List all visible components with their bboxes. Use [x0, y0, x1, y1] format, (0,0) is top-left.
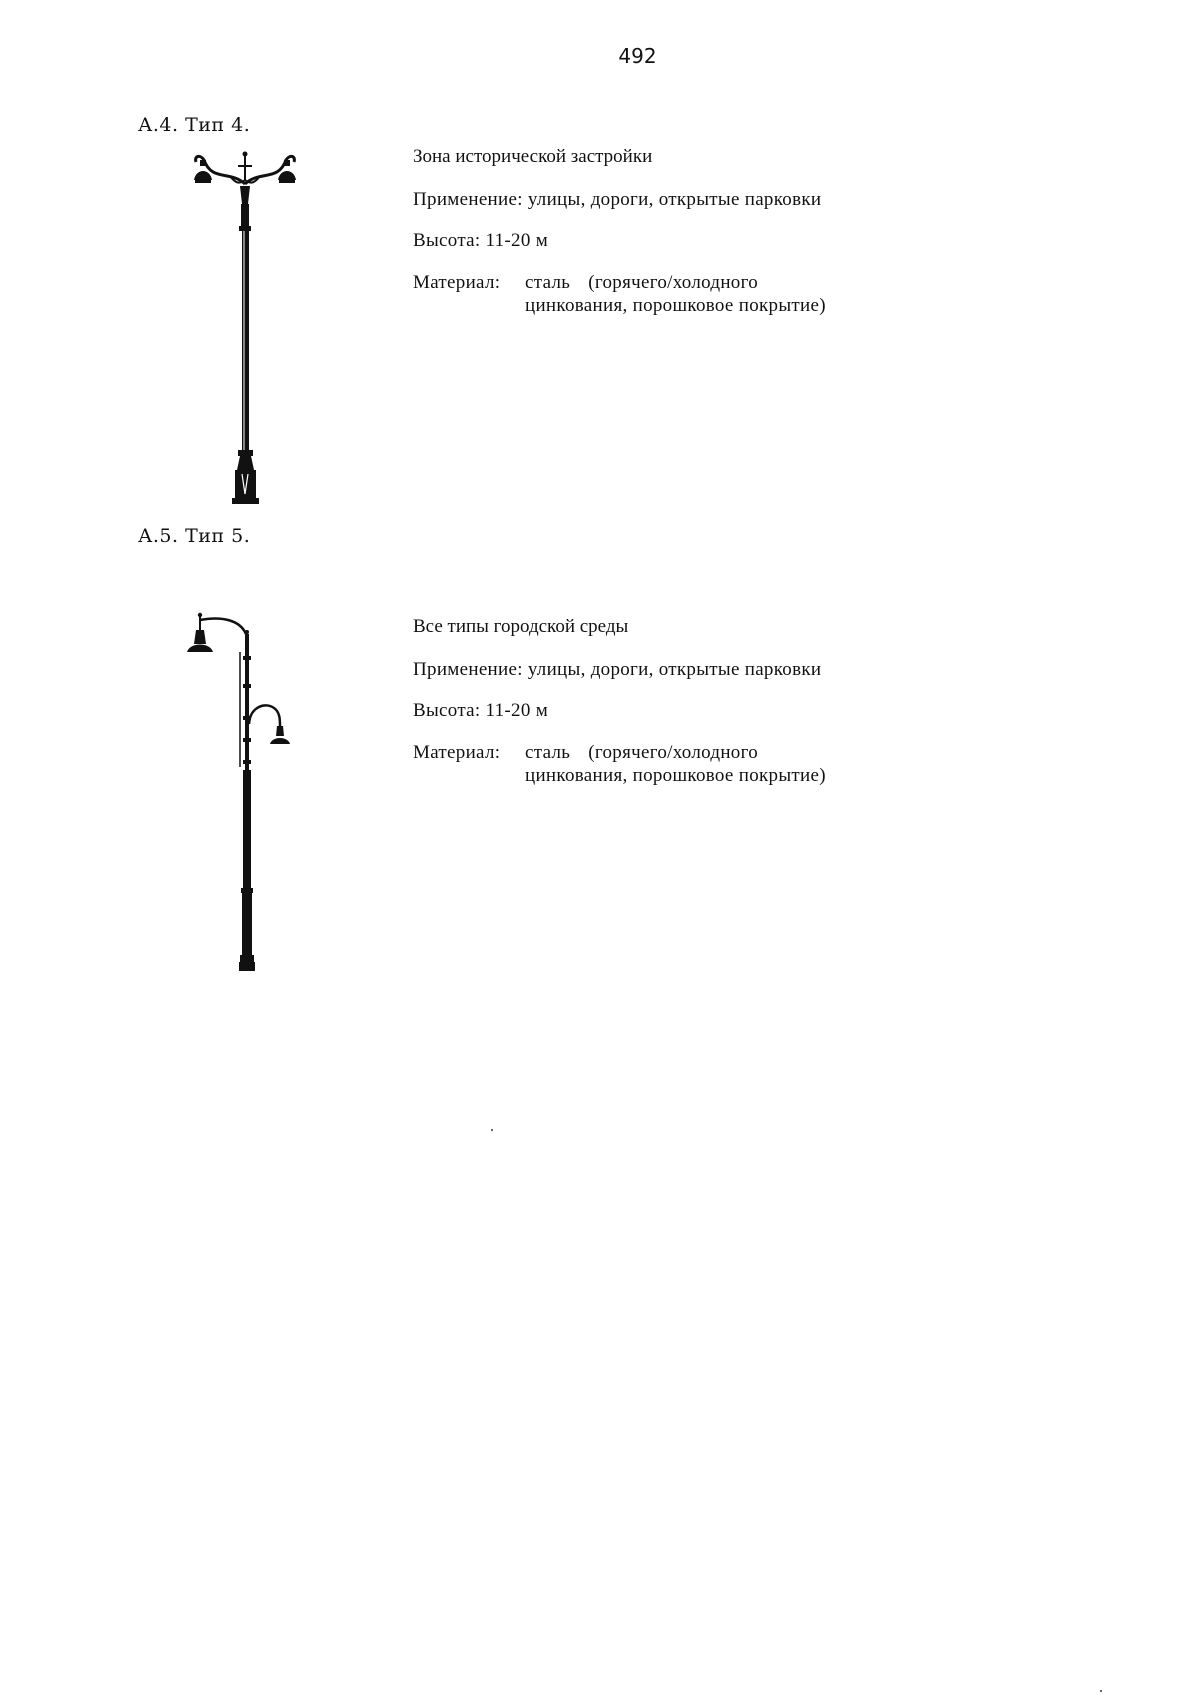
height-text: Высота: 11-20 м: [413, 700, 549, 721]
material-label: Материал:: [413, 272, 501, 293]
material-steel: сталь: [525, 742, 571, 763]
material-value: [525, 741, 945, 787]
two-level-curved-arm-lamp-post-icon: [182, 612, 302, 982]
material-galvanizing: (горячего/холодного: [588, 272, 759, 293]
material-row: [413, 271, 973, 317]
spec-block-type-5: [413, 616, 973, 787]
section-heading-type-4: А.4. Тип 4.: [138, 114, 251, 136]
application-text: Применение: улицы, дороги, открытые парковки: [413, 659, 822, 680]
zone-text: Все типы городской среды: [413, 616, 629, 637]
scan-dot: [491, 1129, 493, 1131]
scan-dot: [1100, 1690, 1102, 1692]
material-galvanizing: (горячего/холодного: [588, 742, 759, 763]
material-value: [525, 271, 945, 317]
material-coating: цинкования, порошковое покрытие): [525, 765, 826, 786]
section-heading-type-5: А.5. Тип 5.: [138, 525, 251, 547]
double-arm-historic-lamp-post-icon: [190, 150, 300, 510]
page-number: 492: [618, 44, 657, 68]
material-label: Материал:: [413, 742, 501, 763]
zone-text: Зона исторической застройки: [413, 146, 653, 167]
material-coating: цинкования, порошковое покрытие): [525, 295, 826, 316]
application-text: Применение: улицы, дороги, открытые парковки: [413, 189, 822, 210]
spec-block-type-4: [413, 146, 973, 317]
height-text: Высота: 11-20 м: [413, 230, 549, 251]
material-steel: сталь: [525, 272, 571, 293]
material-row: [413, 741, 973, 787]
